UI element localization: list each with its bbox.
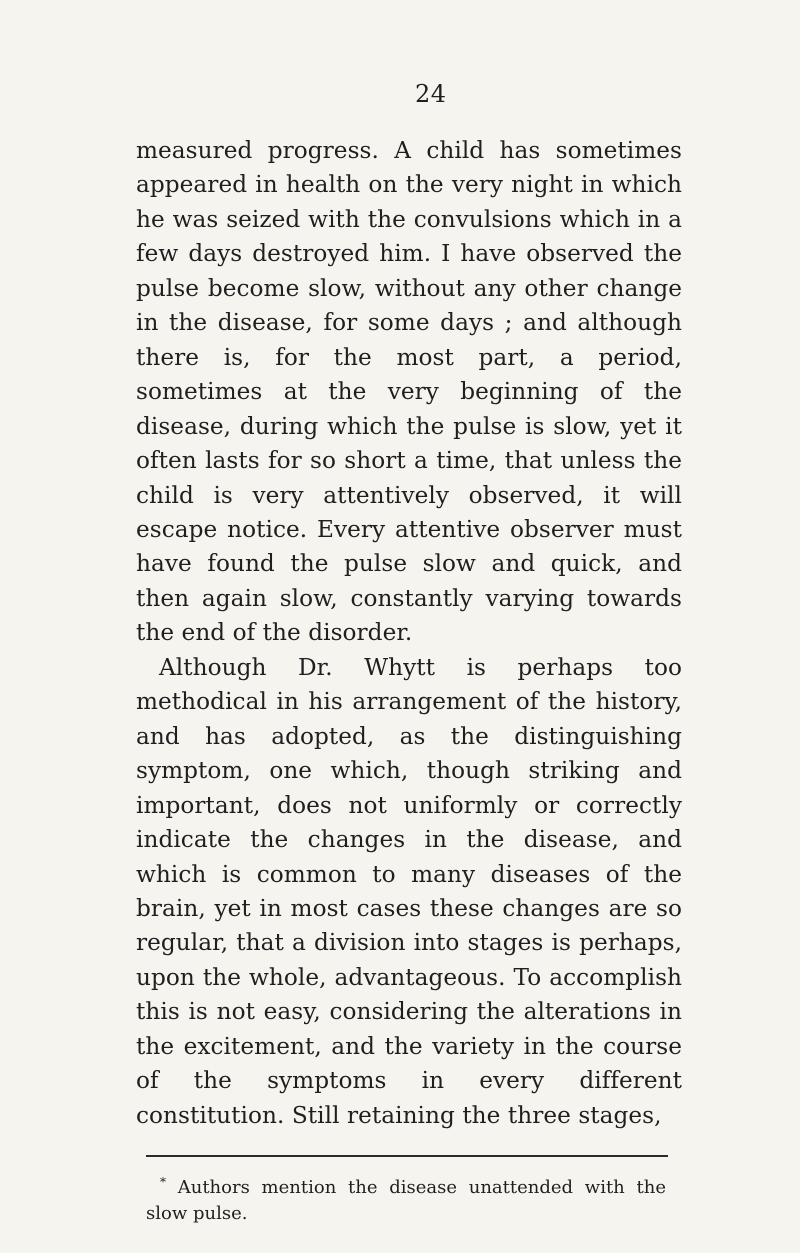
paragraph-2: Although Dr. Whytt is perhaps too methodical in his arrangement of the history, and has adopted, as the distinguishing symptom, one which, though striking and important, does not uniformly or correctly indicate the changes in the disease, and which is common to many diseases of the brain, yet in most cases these changes are so regular, that a division into stages is perhaps, upon the whole, advantageous. To accomplish this is not easy, considering the alterations in the excitement, and the variety in the course of the symptoms in every different constitution. Still retaining the three stages, xyxy=(136,653,682,1129)
main-text xyxy=(136,134,682,1133)
footnote-text: Authors mention the disease unattended with the slow pulse. xyxy=(146,1177,666,1224)
footnote xyxy=(146,1175,666,1227)
footnote-marker: * xyxy=(160,1175,166,1189)
page-number: 24 xyxy=(415,80,447,108)
footnote-divider xyxy=(146,1155,668,1157)
paragraph-1: measured progress. A child has sometimes appeared in health on the very night in which he was seized with the convulsions which in a few days destroyed him. I have observed the pulse become slow, without any other change in the disease, for some days ; and although there is, for the most part, a period, sometimes at the very beginning of the disease, during which the pulse is slow, yet it often lasts for so short a time, that unless the child is very attentively observed, it will escape notice. Every attentive observer must have found the pulse slow and quick, and then again slow, constantly varying towards the end of the disorder. xyxy=(136,137,682,647)
